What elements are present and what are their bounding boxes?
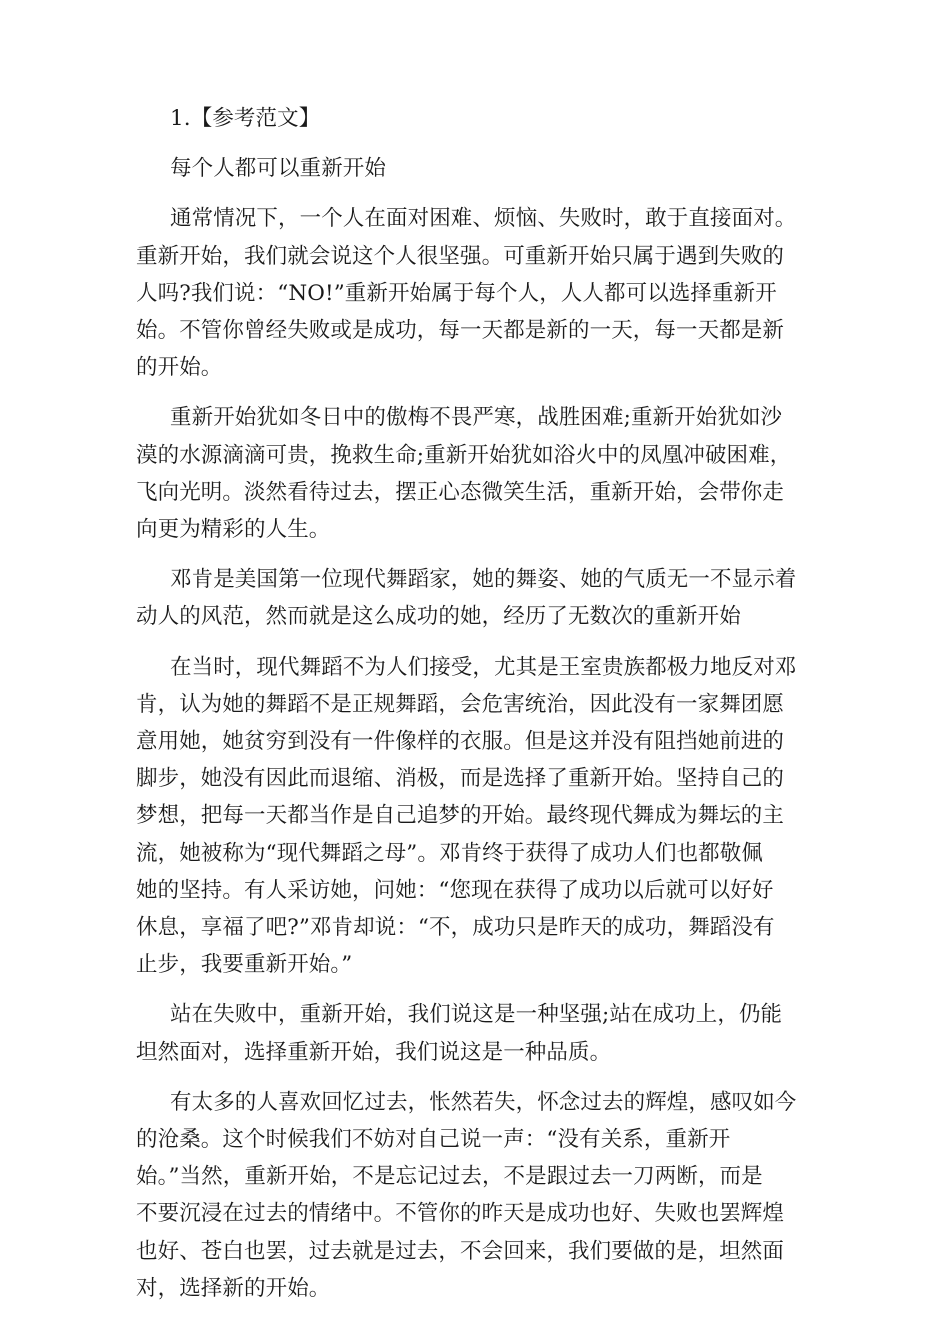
paragraph xyxy=(136,399,814,548)
paragraph-line: 在当时，现代舞蹈不为人们接受，尤其是王室贵族都极力地反对邓 xyxy=(170,654,797,680)
paragraph-line: 飞向光明。淡然看待过去，摆正心态微笑生活，重新开始，会带你走 xyxy=(136,479,785,505)
paragraph-line: 坦然面对，选择重新开始，我们说这是一种品质。 xyxy=(136,1039,612,1065)
paragraph-line: 人吗?我们说：“NO!”重新开始属于每个人，人人都可以选择重新开 xyxy=(136,280,777,306)
section-heading: 1.【参考范文】 xyxy=(170,106,321,131)
document-body xyxy=(136,100,814,1307)
paragraph-line: 邓肯是美国第一位现代舞蹈家，她的舞姿、她的气质无一不显示着 xyxy=(170,567,797,593)
paragraph-line: 漠的水源滴滴可贵，挽救生命;重新开始犹如浴火中的凤凰冲破困难， xyxy=(136,442,792,468)
paragraph-gap xyxy=(136,548,814,561)
paragraph-line: 的沧桑。这个时候我们不妨对自己说一声：“没有关系，重新开 xyxy=(136,1127,731,1153)
paragraph-line: 她的坚持。有人采访她，问她：“您现在获得了成功以后就可以好好 xyxy=(136,877,774,903)
paragraph-line: 脚步，她没有因此而退缩、消极，而是选择了重新开始。坚持自己的 xyxy=(136,766,785,792)
paragraph xyxy=(136,1084,814,1307)
paragraph-line: 始。不管你曾经失败或是成功，每一天都是新的一天，每一天都是新 xyxy=(136,318,785,344)
paragraph-line: 向更为精彩的人生。 xyxy=(136,517,331,543)
paragraph-line: 重新开始，我们就会说这个人很坚强。可重新开始只属于遇到失败的 xyxy=(136,243,785,269)
paragraph-line: 有太多的人喜欢回忆过去，怅然若失，怀念过去的辉煌，感叹如今 xyxy=(170,1089,797,1115)
paragraph-gap xyxy=(136,187,814,200)
paragraph-gap xyxy=(136,137,814,150)
paragraph-list xyxy=(136,200,814,1307)
paragraph-gap xyxy=(136,386,814,399)
paragraph-line: 也好、苍白也罢，过去就是过去，不会回来，我们要做的是，坦然面 xyxy=(136,1238,785,1264)
paragraph-line: 休息，享福了吧?”邓肯却说：“不，成功只是昨天的成功，舞蹈没有 xyxy=(136,915,775,941)
paragraph-line: 动人的风范，然而就是这么成功的她，经历了无数次的重新开始 xyxy=(136,604,741,630)
paragraph-gap xyxy=(136,1071,814,1084)
paragraph-gap xyxy=(136,636,814,649)
paragraph-line: 通常情况下，一个人在面对困难、烦恼、失败时，敢于直接面对。 xyxy=(170,206,797,232)
paragraph-line: 的开始。 xyxy=(136,355,223,381)
paragraph-gap xyxy=(136,983,814,996)
paragraph-line: 站在失败中，重新开始，我们说这是一种坚强;站在成功上，仍能 xyxy=(170,1002,783,1028)
paragraph-line: 始。”当然，重新开始，不是忘记过去，不是跟过去一刀两断，而是 xyxy=(136,1164,763,1190)
paragraph-line: 止步，我要重新开始。” xyxy=(136,952,353,978)
paragraph-line: 意用她，她贫穷到没有一件像样的衣服。但是这并没有阻挡她前进的 xyxy=(136,729,785,755)
paragraph xyxy=(136,200,814,386)
paragraph-line: 对，选择新的开始。 xyxy=(136,1275,331,1301)
essay-title: 每个人都可以重新开始 xyxy=(170,156,387,182)
paragraph-line: 梦想，把每一天都当作是自己追梦的开始。最终现代舞成为舞坛的主 xyxy=(136,803,785,829)
paragraph-line: 不要沉浸在过去的情绪中。不管你的昨天是成功也好、失败也罢辉煌 xyxy=(136,1201,785,1227)
paragraph xyxy=(136,996,814,1070)
paragraph-line: 重新开始犹如冬日中的傲梅不畏严寒，战胜困难;重新开始犹如沙 xyxy=(170,405,783,431)
paragraph-line: 流，她被称为“现代舞蹈之母”。邓肯终于获得了成功人们也都敬佩 xyxy=(136,840,763,866)
paragraph xyxy=(136,561,814,635)
paragraph xyxy=(136,649,814,984)
paragraph-line: 肯，认为她的舞蹈不是正规舞蹈，会危害统治，因此没有一家舞团愿 xyxy=(136,691,785,717)
